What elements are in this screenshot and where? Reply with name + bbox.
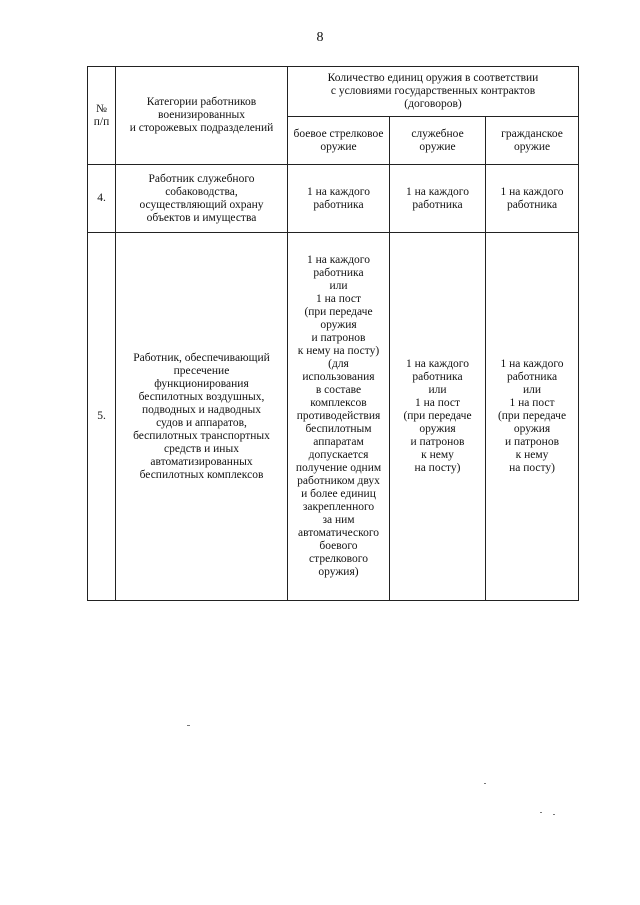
header-quantity-group: Количество единиц оружия в соответствии с условиями государственных контрактов (договоров) (288, 67, 579, 117)
scan-speck (484, 783, 486, 784)
row-service-value: 1 на каждого работника (390, 165, 486, 233)
scan-speck (553, 814, 555, 815)
scan-speck (540, 812, 542, 813)
scan-speck (187, 725, 190, 726)
header-category: Категории работников военизированных и сторожевых подразделений (116, 67, 288, 165)
weapons-allocation-table (87, 66, 579, 601)
row-category: Работник, обеспечивающий пресечение функционирования беспилотных воздушных, подводных и надводных судов и аппаратов, беспилотных транспортных средств и иных автоматизированных беспилотных комплексов (116, 233, 288, 601)
row-combat-value: 1 на каждого работника или 1 на пост (при передаче оружия и патронов к нему на посту) (для использования в составе комплексов противодействия беспилотным аппаратам допускается получение одним работником двух и более единиц закрепленного за ним автоматического боевого стрелкового оружия) (288, 233, 390, 601)
table-row (88, 165, 579, 233)
header-civil-weapon: гражданское оружие (486, 117, 579, 165)
row-category: Работник служебного собаководства, осуществляющий охрану объектов и имущества (116, 165, 288, 233)
header-number: № п/п (88, 67, 116, 165)
row-number: 5. (88, 233, 116, 601)
row-number: 4. (88, 165, 116, 233)
header-row-1 (88, 67, 579, 117)
row-civil-value: 1 на каждого работника или 1 на пост (при передаче оружия и патронов к нему на посту) (486, 233, 579, 601)
header-combat-weapon: боевое стрелковое оружие (288, 117, 390, 165)
row-combat-value: 1 на каждого работника (288, 165, 390, 233)
row-service-value: 1 на каждого работника или 1 на пост (при передаче оружия и патронов к нему на посту) (390, 233, 486, 601)
table-row (88, 233, 579, 601)
page-number: 8 (316, 30, 324, 45)
header-service-weapon: служебное оружие (390, 117, 486, 165)
row-civil-value: 1 на каждого работника (486, 165, 579, 233)
